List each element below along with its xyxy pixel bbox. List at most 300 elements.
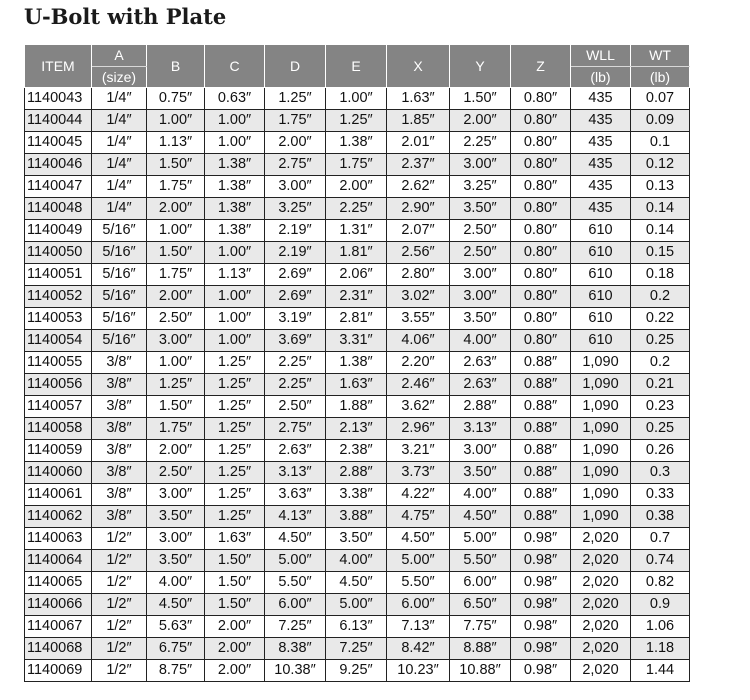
cell-item: 1140061 <box>25 484 92 506</box>
table-row <box>25 88 690 110</box>
cell-z: 0.88″ <box>511 506 571 528</box>
cell-b: 1.00″ <box>147 352 205 374</box>
cell-b: 3.00″ <box>147 484 205 506</box>
cell-item: 1140043 <box>25 88 92 110</box>
cell-y: 2.50″ <box>450 242 511 264</box>
cell-y: 7.75″ <box>450 616 511 638</box>
cell-d: 5.50″ <box>265 572 326 594</box>
cell-wt: 0.7 <box>631 528 690 550</box>
cell-item: 1140056 <box>25 374 92 396</box>
cell-c: 1.00″ <box>205 242 265 264</box>
header-d: D <box>265 45 326 88</box>
cell-wll: 2,020 <box>571 594 631 616</box>
cell-b: 3.00″ <box>147 528 205 550</box>
cell-wll: 435 <box>571 154 631 176</box>
cell-y: 6.00″ <box>450 572 511 594</box>
cell-y: 3.50″ <box>450 198 511 220</box>
cell-a: 1/4″ <box>92 154 147 176</box>
header-b: B <box>147 45 205 88</box>
cell-z: 0.80″ <box>511 286 571 308</box>
cell-c: 1.00″ <box>205 308 265 330</box>
header-x: X <box>387 45 450 88</box>
table-row <box>25 330 690 352</box>
cell-e: 1.38″ <box>326 352 387 374</box>
cell-c: 1.13″ <box>205 264 265 286</box>
cell-z: 0.88″ <box>511 462 571 484</box>
spec-table <box>24 44 690 682</box>
cell-y: 5.50″ <box>450 550 511 572</box>
cell-a: 3/8″ <box>92 396 147 418</box>
cell-b: 3.00″ <box>147 330 205 352</box>
cell-c: 1.25″ <box>205 484 265 506</box>
table-row <box>25 572 690 594</box>
cell-y: 3.00″ <box>450 264 511 286</box>
table-row <box>25 264 690 286</box>
cell-item: 1140068 <box>25 638 92 660</box>
cell-b: 1.50″ <box>147 396 205 418</box>
cell-z: 0.88″ <box>511 374 571 396</box>
cell-wt: 0.12 <box>631 154 690 176</box>
cell-x: 8.42″ <box>387 638 450 660</box>
cell-y: 5.00″ <box>450 528 511 550</box>
cell-wll: 610 <box>571 286 631 308</box>
cell-c: 1.25″ <box>205 440 265 462</box>
cell-x: 3.21″ <box>387 440 450 462</box>
cell-wll: 2,020 <box>571 616 631 638</box>
cell-b: 2.50″ <box>147 308 205 330</box>
cell-e: 3.88″ <box>326 506 387 528</box>
cell-b: 3.50″ <box>147 550 205 572</box>
cell-d: 2.25″ <box>265 374 326 396</box>
cell-wt: 0.14 <box>631 198 690 220</box>
cell-a: 3/8″ <box>92 418 147 440</box>
cell-e: 1.00″ <box>326 88 387 110</box>
cell-wll: 1,090 <box>571 374 631 396</box>
cell-y: 8.88″ <box>450 638 511 660</box>
cell-b: 2.00″ <box>147 198 205 220</box>
table-row <box>25 616 690 638</box>
cell-wt: 0.15 <box>631 242 690 264</box>
cell-d: 3.63″ <box>265 484 326 506</box>
cell-wll: 2,020 <box>571 572 631 594</box>
cell-b: 2.00″ <box>147 286 205 308</box>
table-row <box>25 550 690 572</box>
cell-y: 3.00″ <box>450 440 511 462</box>
cell-wll: 610 <box>571 308 631 330</box>
cell-c: 1.25″ <box>205 374 265 396</box>
cell-x: 2.20″ <box>387 352 450 374</box>
table-row <box>25 242 690 264</box>
cell-a: 1/4″ <box>92 198 147 220</box>
cell-d: 7.25″ <box>265 616 326 638</box>
cell-b: 8.75″ <box>147 660 205 682</box>
cell-c: 1.00″ <box>205 110 265 132</box>
cell-z: 0.80″ <box>511 242 571 264</box>
cell-z: 0.80″ <box>511 132 571 154</box>
cell-z: 0.98″ <box>511 638 571 660</box>
cell-wll: 2,020 <box>571 528 631 550</box>
cell-b: 6.75″ <box>147 638 205 660</box>
table-row <box>25 484 690 506</box>
cell-a: 1/2″ <box>92 594 147 616</box>
cell-y: 2.63″ <box>450 374 511 396</box>
cell-x: 3.02″ <box>387 286 450 308</box>
cell-wt: 0.22 <box>631 308 690 330</box>
cell-z: 0.98″ <box>511 616 571 638</box>
cell-y: 2.00″ <box>450 110 511 132</box>
cell-a: 5/16″ <box>92 308 147 330</box>
cell-wt: 1.06 <box>631 616 690 638</box>
header-a: A <box>92 45 147 67</box>
cell-x: 4.75″ <box>387 506 450 528</box>
cell-b: 1.50″ <box>147 154 205 176</box>
cell-d: 3.69″ <box>265 330 326 352</box>
cell-y: 4.50″ <box>450 506 511 528</box>
cell-c: 1.25″ <box>205 462 265 484</box>
cell-z: 0.80″ <box>511 88 571 110</box>
cell-c: 1.38″ <box>205 176 265 198</box>
cell-b: 3.50″ <box>147 506 205 528</box>
cell-a: 3/8″ <box>92 352 147 374</box>
cell-wt: 0.9 <box>631 594 690 616</box>
cell-y: 1.50″ <box>450 88 511 110</box>
cell-d: 2.69″ <box>265 264 326 286</box>
cell-a: 1/2″ <box>92 616 147 638</box>
cell-e: 1.75″ <box>326 154 387 176</box>
cell-wt: 0.14 <box>631 220 690 242</box>
header-z: Z <box>511 45 571 88</box>
cell-d: 1.75″ <box>265 110 326 132</box>
cell-z: 0.80″ <box>511 154 571 176</box>
cell-item: 1140057 <box>25 396 92 418</box>
cell-e: 2.06″ <box>326 264 387 286</box>
cell-y: 3.50″ <box>450 308 511 330</box>
cell-y: 3.00″ <box>450 154 511 176</box>
cell-wt: 0.82 <box>631 572 690 594</box>
cell-e: 2.88″ <box>326 462 387 484</box>
cell-x: 3.55″ <box>387 308 450 330</box>
cell-e: 1.63″ <box>326 374 387 396</box>
cell-z: 0.80″ <box>511 176 571 198</box>
cell-d: 5.00″ <box>265 550 326 572</box>
cell-c: 1.50″ <box>205 550 265 572</box>
cell-item: 1140050 <box>25 242 92 264</box>
cell-d: 3.00″ <box>265 176 326 198</box>
cell-wt: 0.38 <box>631 506 690 528</box>
cell-x: 2.37″ <box>387 154 450 176</box>
cell-d: 6.00″ <box>265 594 326 616</box>
cell-wt: 0.26 <box>631 440 690 462</box>
cell-wt: 0.18 <box>631 264 690 286</box>
cell-d: 2.25″ <box>265 352 326 374</box>
cell-x: 2.07″ <box>387 220 450 242</box>
cell-item: 1140066 <box>25 594 92 616</box>
table-row <box>25 286 690 308</box>
cell-item: 1140065 <box>25 572 92 594</box>
table-row <box>25 352 690 374</box>
cell-wt: 0.2 <box>631 286 690 308</box>
cell-a: 1/2″ <box>92 638 147 660</box>
cell-x: 2.01″ <box>387 132 450 154</box>
cell-wll: 610 <box>571 220 631 242</box>
cell-z: 0.98″ <box>511 660 571 682</box>
cell-a: 1/2″ <box>92 660 147 682</box>
header-wt: WT <box>631 45 690 67</box>
cell-z: 0.80″ <box>511 110 571 132</box>
cell-item: 1140063 <box>25 528 92 550</box>
cell-y: 2.25″ <box>450 132 511 154</box>
cell-b: 1.75″ <box>147 418 205 440</box>
cell-a: 3/8″ <box>92 484 147 506</box>
cell-wt: 0.33 <box>631 484 690 506</box>
cell-d: 3.19″ <box>265 308 326 330</box>
cell-wll: 1,090 <box>571 352 631 374</box>
cell-y: 3.00″ <box>450 286 511 308</box>
cell-b: 1.50″ <box>147 242 205 264</box>
table-row <box>25 462 690 484</box>
cell-d: 2.75″ <box>265 418 326 440</box>
table-row <box>25 176 690 198</box>
cell-x: 2.96″ <box>387 418 450 440</box>
cell-c: 1.25″ <box>205 418 265 440</box>
cell-wll: 435 <box>571 88 631 110</box>
cell-wt: 0.23 <box>631 396 690 418</box>
cell-z: 0.88″ <box>511 352 571 374</box>
cell-z: 0.88″ <box>511 418 571 440</box>
cell-wt: 0.07 <box>631 88 690 110</box>
cell-c: 2.00″ <box>205 616 265 638</box>
cell-item: 1140067 <box>25 616 92 638</box>
header-c: C <box>205 45 265 88</box>
cell-item: 1140048 <box>25 198 92 220</box>
cell-wll: 435 <box>571 198 631 220</box>
cell-wt: 0.13 <box>631 176 690 198</box>
cell-e: 7.25″ <box>326 638 387 660</box>
cell-x: 2.56″ <box>387 242 450 264</box>
cell-e: 1.81″ <box>326 242 387 264</box>
cell-z: 0.88″ <box>511 484 571 506</box>
header-e: E <box>326 45 387 88</box>
cell-e: 2.38″ <box>326 440 387 462</box>
cell-x: 2.46″ <box>387 374 450 396</box>
cell-y: 6.50″ <box>450 594 511 616</box>
header-wt-sub: (lb) <box>631 66 690 88</box>
cell-wt: 0.3 <box>631 462 690 484</box>
table-header <box>25 45 690 88</box>
cell-wll: 435 <box>571 110 631 132</box>
table-row <box>25 396 690 418</box>
cell-c: 1.25″ <box>205 352 265 374</box>
table-body <box>25 88 690 682</box>
header-wll: WLL <box>571 45 631 67</box>
cell-wt: 0.1 <box>631 132 690 154</box>
cell-c: 1.00″ <box>205 286 265 308</box>
cell-wll: 435 <box>571 132 631 154</box>
cell-x: 1.85″ <box>387 110 450 132</box>
cell-a: 3/8″ <box>92 440 147 462</box>
cell-e: 1.88″ <box>326 396 387 418</box>
cell-d: 8.38″ <box>265 638 326 660</box>
table-row <box>25 638 690 660</box>
cell-a: 1/4″ <box>92 88 147 110</box>
cell-a: 3/8″ <box>92 374 147 396</box>
cell-e: 4.50″ <box>326 572 387 594</box>
cell-e: 3.50″ <box>326 528 387 550</box>
cell-b: 5.63″ <box>147 616 205 638</box>
table-row <box>25 198 690 220</box>
page-title: U-Bolt with Plate <box>24 4 227 29</box>
cell-wll: 1,090 <box>571 396 631 418</box>
cell-c: 1.63″ <box>205 528 265 550</box>
cell-z: 0.80″ <box>511 220 571 242</box>
cell-a: 1/2″ <box>92 572 147 594</box>
cell-a: 5/16″ <box>92 220 147 242</box>
cell-z: 0.80″ <box>511 330 571 352</box>
cell-d: 2.19″ <box>265 242 326 264</box>
cell-a: 1/4″ <box>92 110 147 132</box>
cell-wt: 1.18 <box>631 638 690 660</box>
table-row <box>25 154 690 176</box>
cell-d: 3.13″ <box>265 462 326 484</box>
cell-wt: 0.74 <box>631 550 690 572</box>
cell-item: 1140049 <box>25 220 92 242</box>
cell-a: 1/2″ <box>92 550 147 572</box>
cell-item: 1140059 <box>25 440 92 462</box>
cell-a: 3/8″ <box>92 462 147 484</box>
cell-item: 1140051 <box>25 264 92 286</box>
cell-item: 1140053 <box>25 308 92 330</box>
cell-c: 1.25″ <box>205 506 265 528</box>
cell-e: 5.00″ <box>326 594 387 616</box>
table-row <box>25 660 690 682</box>
cell-wll: 610 <box>571 330 631 352</box>
cell-d: 4.13″ <box>265 506 326 528</box>
cell-e: 2.00″ <box>326 176 387 198</box>
table-row <box>25 594 690 616</box>
cell-e: 9.25″ <box>326 660 387 682</box>
cell-item: 1140062 <box>25 506 92 528</box>
cell-x: 5.50″ <box>387 572 450 594</box>
cell-b: 1.75″ <box>147 264 205 286</box>
cell-wll: 610 <box>571 264 631 286</box>
cell-d: 2.19″ <box>265 220 326 242</box>
cell-y: 4.00″ <box>450 484 511 506</box>
cell-item: 1140055 <box>25 352 92 374</box>
cell-z: 0.80″ <box>511 264 571 286</box>
table-row <box>25 506 690 528</box>
header-a-sub: (size) <box>92 66 147 88</box>
table-row <box>25 110 690 132</box>
cell-z: 0.80″ <box>511 308 571 330</box>
cell-x: 4.22″ <box>387 484 450 506</box>
table-row <box>25 528 690 550</box>
cell-b: 0.75″ <box>147 88 205 110</box>
cell-b: 2.00″ <box>147 440 205 462</box>
cell-a: 5/16″ <box>92 242 147 264</box>
cell-e: 3.31″ <box>326 330 387 352</box>
cell-wll: 1,090 <box>571 484 631 506</box>
cell-z: 0.98″ <box>511 594 571 616</box>
cell-wll: 1,090 <box>571 506 631 528</box>
cell-y: 10.88″ <box>450 660 511 682</box>
table-row <box>25 220 690 242</box>
cell-b: 1.75″ <box>147 176 205 198</box>
cell-y: 3.13″ <box>450 418 511 440</box>
cell-c: 1.25″ <box>205 396 265 418</box>
cell-z: 0.88″ <box>511 440 571 462</box>
cell-x: 10.23″ <box>387 660 450 682</box>
cell-e: 2.31″ <box>326 286 387 308</box>
cell-x: 7.13″ <box>387 616 450 638</box>
cell-e: 1.38″ <box>326 132 387 154</box>
cell-b: 1.25″ <box>147 374 205 396</box>
cell-wll: 1,090 <box>571 418 631 440</box>
cell-item: 1140060 <box>25 462 92 484</box>
table-row <box>25 308 690 330</box>
cell-y: 3.25″ <box>450 176 511 198</box>
cell-item: 1140064 <box>25 550 92 572</box>
cell-item: 1140046 <box>25 154 92 176</box>
cell-wt: 0.21 <box>631 374 690 396</box>
cell-c: 1.38″ <box>205 220 265 242</box>
cell-wll: 610 <box>571 242 631 264</box>
header-y: Y <box>450 45 511 88</box>
table-row <box>25 132 690 154</box>
cell-c: 1.50″ <box>205 594 265 616</box>
cell-item: 1140069 <box>25 660 92 682</box>
header-item: ITEM <box>25 45 92 88</box>
cell-item: 1140045 <box>25 132 92 154</box>
cell-d: 1.25″ <box>265 88 326 110</box>
cell-y: 2.88″ <box>450 396 511 418</box>
cell-item: 1140054 <box>25 330 92 352</box>
cell-x: 1.63″ <box>387 88 450 110</box>
cell-b: 1.00″ <box>147 220 205 242</box>
cell-d: 2.63″ <box>265 440 326 462</box>
cell-c: 1.38″ <box>205 198 265 220</box>
cell-e: 1.31″ <box>326 220 387 242</box>
cell-c: 1.50″ <box>205 572 265 594</box>
cell-c: 2.00″ <box>205 638 265 660</box>
cell-d: 4.50″ <box>265 528 326 550</box>
cell-x: 4.06″ <box>387 330 450 352</box>
cell-a: 1/2″ <box>92 528 147 550</box>
cell-wll: 2,020 <box>571 660 631 682</box>
cell-e: 3.38″ <box>326 484 387 506</box>
cell-c: 1.00″ <box>205 132 265 154</box>
cell-d: 2.00″ <box>265 132 326 154</box>
cell-e: 2.81″ <box>326 308 387 330</box>
cell-wll: 1,090 <box>571 440 631 462</box>
cell-z: 0.98″ <box>511 550 571 572</box>
cell-x: 2.80″ <box>387 264 450 286</box>
cell-wll: 1,090 <box>571 462 631 484</box>
cell-wt: 0.25 <box>631 418 690 440</box>
cell-x: 2.62″ <box>387 176 450 198</box>
cell-e: 2.25″ <box>326 198 387 220</box>
cell-d: 2.50″ <box>265 396 326 418</box>
cell-a: 1/4″ <box>92 132 147 154</box>
cell-a: 5/16″ <box>92 264 147 286</box>
cell-e: 2.13″ <box>326 418 387 440</box>
cell-b: 4.50″ <box>147 594 205 616</box>
cell-item: 1140052 <box>25 286 92 308</box>
cell-wll: 2,020 <box>571 638 631 660</box>
cell-c: 0.63″ <box>205 88 265 110</box>
cell-a: 5/16″ <box>92 330 147 352</box>
cell-e: 4.00″ <box>326 550 387 572</box>
cell-b: 1.00″ <box>147 110 205 132</box>
